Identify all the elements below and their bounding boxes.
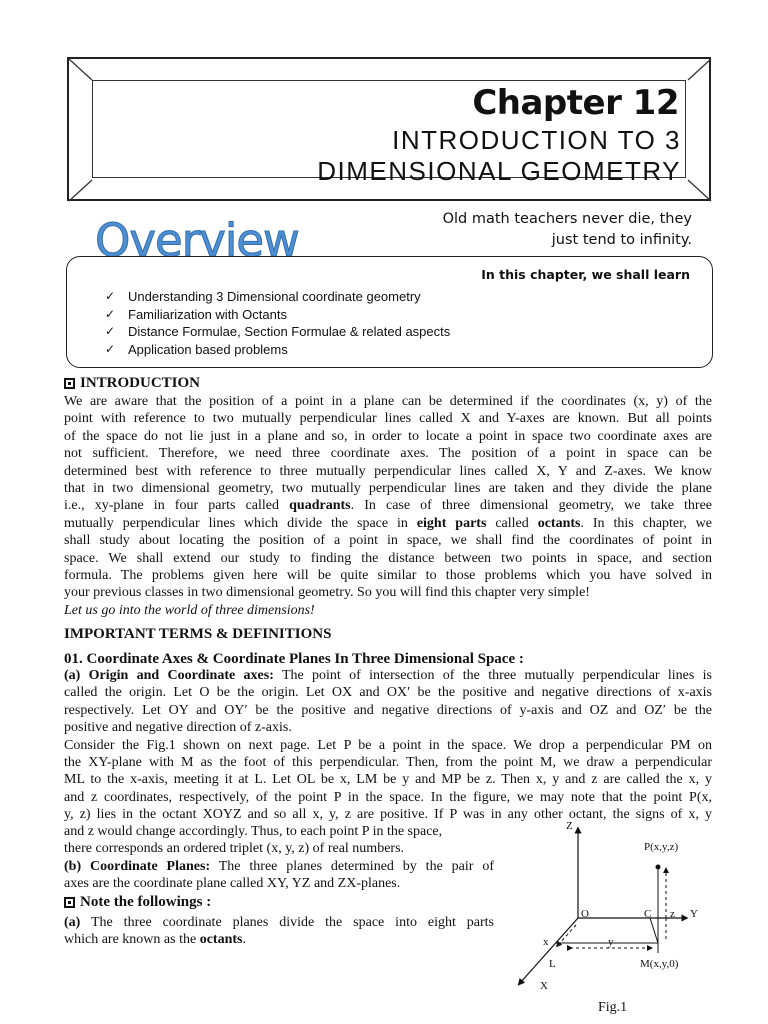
terms-heading: IMPORTANT TERMS & DEFINITIONS — [64, 626, 332, 642]
text-line: that in two dimensional geometry, two mutually perpendicular lines are taken and they divide the plane — [64, 481, 712, 497]
text-line: of the space do not lie just in a plane and so, in order to locate a point in space two coordinate axes are — [64, 428, 712, 444]
text-line: axes are the coordinate plane called XY, YZ and ZX-planes. — [64, 876, 401, 892]
chapter-quote — [443, 209, 692, 251]
text-line: determined best with reference to three mutually perpendicular lines called X, Y and Z-axes. We know — [64, 463, 712, 479]
fig-label-p: P(x,y,z) — [644, 841, 679, 853]
list-item — [105, 306, 450, 324]
text-line: there corresponds an ordered triplet (x, y, z) of real numbers. — [64, 841, 405, 857]
origin-paragraph — [64, 667, 712, 824]
text-span: be the — [673, 702, 712, 718]
bold-term-octants: octants — [537, 515, 581, 531]
overview-heading: In this chapter, we shall learn — [481, 267, 690, 282]
text-span: be the positive and negative directions of y-axis and OZ and — [255, 702, 637, 718]
chapter-number: Chapter 12 — [472, 83, 679, 123]
bold-label-planes: (b) Coordinate Planes: — [64, 858, 211, 874]
text-line: space. We shall extend our study to finding the distance between two points in space, and section — [64, 550, 712, 566]
square-bullet-icon — [64, 897, 75, 908]
x-dashed-arrow — [558, 925, 576, 945]
intro-heading — [64, 375, 200, 392]
list-item — [105, 288, 450, 306]
text-line — [64, 914, 494, 931]
fig-label-l: L — [549, 958, 556, 970]
text-span: . In this chapter, we — [580, 515, 712, 531]
coordinate-figure — [500, 815, 720, 1020]
bold-term-eight-parts: eight parts — [416, 515, 487, 531]
list-item-label: Understanding 3 Dimensional coordinate geometry — [128, 289, 421, 304]
text-span: called the origin. Let O be the origin. Let OX and — [64, 685, 380, 701]
text-line — [64, 497, 712, 514]
text-line — [64, 667, 712, 684]
text-line: ML to the x-axis, meeting it at L. Let OL be x, LM be y and MP be z. Then x, y and z are called the x, y — [64, 772, 712, 788]
overview-box — [66, 256, 713, 368]
fig-label-y: Y — [690, 908, 698, 920]
x-axis — [520, 918, 578, 983]
figure-caption: Fig.1 — [598, 1000, 628, 1015]
fig-label-x: X — [540, 980, 548, 992]
text-line — [64, 931, 494, 948]
chapter-title — [317, 125, 681, 187]
text-line: not sufficient. Therefore, we need three coordinate axes. The position of a point in space can be — [64, 446, 712, 462]
text-line — [64, 702, 712, 719]
text-span: i.e., xy-plane in four parts called — [64, 498, 279, 514]
text-line: positive and negative direction of z-axis. — [64, 720, 292, 736]
fig-label-y-small: y — [608, 936, 614, 948]
overview-logo: Overview — [95, 214, 299, 267]
chapter-title-line1: INTRODUCTION TO 3 — [392, 125, 681, 155]
check-icon: ✓ — [105, 341, 116, 356]
text-line: y, z) lies in the octant XOYZ and so all x, y, z are positive. If P was in any other octant, the signs of x, y — [64, 807, 712, 823]
text-span: which are known as the — [64, 932, 197, 948]
text-line — [64, 684, 712, 701]
note-paragraph — [64, 914, 494, 949]
bold-term-quadrants: quadrants — [289, 498, 351, 514]
triplet-paragraph — [64, 823, 494, 893]
math-oy-prime: OY′ — [224, 702, 248, 718]
math-oz-prime: OZ′ — [644, 702, 666, 718]
text-line: point with reference to two mutually perpendicular lines called X and Y-axes are known. But all points — [64, 411, 712, 427]
text-line: shall study about locating the position of a point in space, we shall find the coordinates of point in — [64, 533, 712, 549]
intro-closing: Let us go into the world of three dimensions! — [64, 603, 315, 618]
list-item-label: Application based problems — [128, 341, 288, 357]
text-line: your previous classes in two dimensional geometry. So you will find this chapter very simple! — [64, 585, 590, 601]
text-line: formula. The problems given here will be quite similar to those problems which you have solved in — [64, 568, 712, 584]
text-span: be the positive and negative directions of x-axis — [417, 685, 713, 701]
text-line: and z coordinates, respectively, of the point P in the space. In the figure, we may note that the point P(x, — [64, 789, 712, 805]
quote-line2: just tend to infinity. — [551, 232, 692, 248]
text-span: respectively. Let OY and — [64, 702, 217, 718]
overview-list — [105, 288, 450, 358]
text-line: Consider the Fig.1 shown on next page. Let P be a point in the space. We drop a perpendicular PM on — [64, 737, 712, 753]
fig-label-x-small: x — [543, 936, 549, 948]
text-span: The point of intersection of the three mutually perpendicular lines is — [281, 668, 712, 683]
fig-label-z: Z — [566, 820, 573, 832]
fig-label-o: O — [581, 908, 589, 920]
list-item-label: Distance Formulae, Section Formulae & related aspects — [128, 324, 451, 339]
text-line: and z would change accordingly. Thus, to each point P in the space, — [64, 824, 443, 839]
check-icon: ✓ — [105, 324, 116, 338]
text-line: We are aware that the position of a point in a plane can be determined if the coordinates (x, y) of the — [64, 394, 712, 409]
intro-heading-text: INTRODUCTION — [80, 375, 201, 391]
square-bullet-icon — [64, 378, 75, 389]
text-line: the XY-plane with M as the foot of this perpendicular. Then, from the point M, we draw a perpendicular — [64, 755, 712, 771]
terms-subheading: 01. Coordinate Axes & Coordinate Planes In Three Dimensional Space : — [64, 651, 524, 667]
text-span: The three planes determined by the pair of — [218, 858, 494, 874]
fig-label-c: C — [644, 908, 652, 920]
check-icon: ✓ — [105, 306, 116, 321]
point-p-marker — [656, 865, 661, 870]
intro-paragraph — [64, 393, 712, 602]
list-item — [105, 341, 450, 359]
text-span: mutually perpendicular lines which divide the space in — [64, 515, 408, 531]
bold-label-note-a: (a) — [64, 915, 81, 930]
text-line — [64, 515, 712, 532]
fig-label-z-small: z — [670, 908, 675, 920]
text-span: . In case of three dimensional geometry, we take three — [350, 498, 713, 514]
list-item-label: Familiarization with Octants — [128, 306, 287, 322]
quote-line1: Old math teachers never die, they — [442, 211, 692, 227]
note-heading-text: Note the followings : — [80, 894, 212, 910]
text-span: called — [495, 515, 529, 531]
cm-line — [650, 918, 658, 943]
check-icon: ✓ — [105, 289, 116, 303]
text-line — [64, 858, 494, 875]
chapter-frame — [67, 57, 711, 201]
text-span: The three coordinate planes divide the space into eight parts — [91, 915, 494, 930]
bold-term-octants: octants — [199, 932, 243, 948]
text-span: . — [242, 932, 246, 948]
list-item — [105, 323, 450, 341]
note-heading — [64, 894, 211, 911]
bold-label-origin: (a) Origin and Coordinate axes: — [64, 668, 274, 683]
chapter-title-line2: DIMENSIONAL GEOMETRY — [317, 156, 681, 186]
math-ox-prime: OX′ — [386, 685, 411, 701]
fig-label-m: M(x,y,0) — [640, 958, 679, 970]
